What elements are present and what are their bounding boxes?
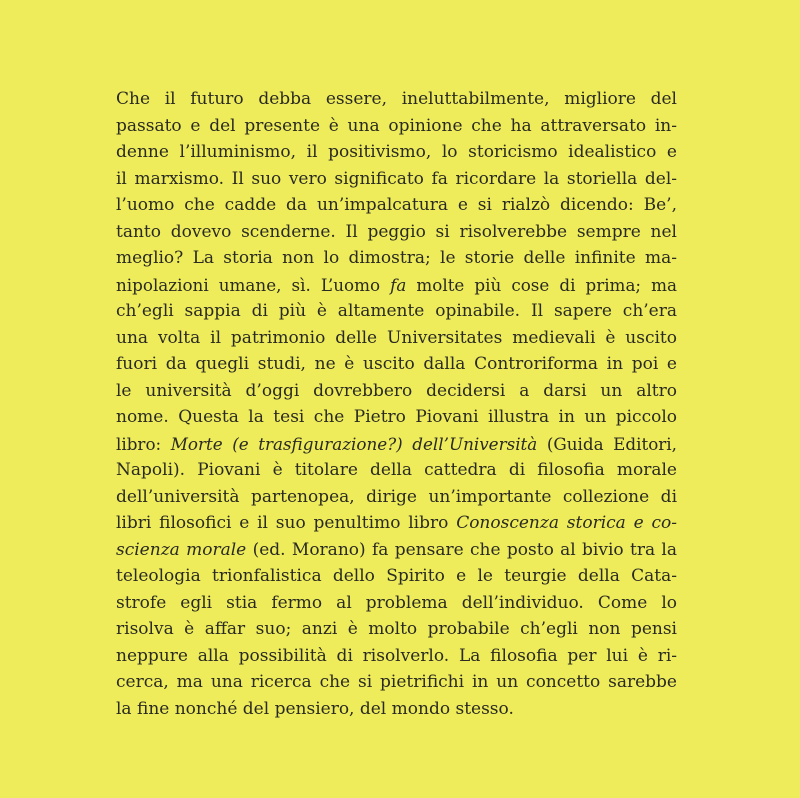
text-line [116, 113, 677, 140]
text-line [116, 192, 677, 219]
text-line [116, 298, 677, 325]
text-segment: nome. Questa la tesi che Pietro Piovani illustra in un piccolo [116, 407, 677, 427]
text-line [116, 431, 677, 458]
text-line [116, 351, 677, 378]
text-line [116, 245, 677, 272]
text-line [116, 563, 677, 590]
text-segment: il marxismo. Il suo vero significato fa ricordare la storiella del- [116, 168, 677, 189]
text-segment: molte più cose di prima; ma [406, 274, 677, 295]
text-line [116, 510, 677, 537]
text-line [116, 325, 677, 352]
text-segment: passato e del presente è una opinione che ha attraversato in- [116, 115, 677, 136]
text-line [116, 139, 677, 166]
text-line [116, 643, 677, 670]
text-segment: libro: [116, 433, 171, 454]
text-segment: teleologia trionfalistica dello Spirito e le teurgie della Cata- [116, 566, 677, 586]
text-line [116, 404, 677, 431]
text-line [116, 537, 677, 564]
text-segment: una volta il patrimonio delle Universitates medievali è uscito [116, 327, 677, 348]
text-segment: (Guida Editori, [537, 433, 677, 454]
text-segment: strofe egli stia fermo al problema dell’individuo. Come lo [116, 592, 677, 613]
text-segment: risolva è affar suo; anzi è molto probabile ch’egli non pensi [116, 619, 677, 639]
text-segment: Che il futuro debba essere, ineluttabilmente, migliore del [116, 89, 677, 109]
italic-text: fa [390, 274, 407, 295]
text-segment: (ed. Morano) fa pensare che posto al bivio tra la [246, 539, 677, 560]
text-line [116, 457, 677, 484]
text-line [116, 616, 677, 643]
text-line [116, 378, 677, 405]
text-segment: meglio? La storia non lo dimostra; le storie delle infinite ma- [116, 248, 677, 268]
text-segment: la fine nonché del pensiero, del mondo stesso. [116, 698, 514, 719]
text-segment: tanto dovevo scenderne. Il peggio si risolverebbe sempre nel [116, 221, 677, 242]
text-segment: Napoli). Piovani è titolare della cattedra di filosofia morale [116, 460, 677, 480]
italic-text: scienza morale [116, 539, 247, 560]
text-line [116, 272, 677, 299]
italic-text: Conoscenza storica e co- [456, 513, 677, 533]
text-line [116, 484, 677, 511]
text-line [116, 166, 677, 193]
text-segment: le università d’oggi dovrebbero decidersi a darsi un altro [116, 380, 677, 401]
italic-text: Morte (e trasfigurazione?) dell’Università [170, 433, 538, 454]
text-segment: cerca, ma una ricerca che si pietrifichi in un concetto sarebbe [116, 672, 677, 692]
text-line [116, 696, 677, 723]
text-segment: l’uomo che cadde da un’impalcatura e si rialzò dicendo: Be’, [116, 195, 677, 215]
text-segment: nipolazioni umane, sì. L’uomo [116, 274, 391, 295]
text-segment: neppure alla possibilità di risolverlo. La filosofia per lui è ri- [116, 645, 677, 666]
text-line [116, 86, 677, 113]
body-paragraph [116, 86, 677, 722]
text-segment: denne l’illuminismo, il positivismo, lo storicismo idealistico e [116, 142, 677, 162]
text-line [116, 590, 677, 617]
text-segment: libri filosofici e il suo penultimo libro [116, 513, 457, 533]
text-segment: fuori da quegli studi, ne è uscito dalla Controriforma in poi e [116, 354, 677, 374]
text-segment: dell’università partenopea, dirige un’importante collezione di [116, 486, 677, 507]
text-line [116, 219, 677, 246]
text-line [116, 669, 677, 696]
text-segment: ch’egli sappia di più è altamente opinabile. Il sapere ch’era [116, 301, 677, 321]
